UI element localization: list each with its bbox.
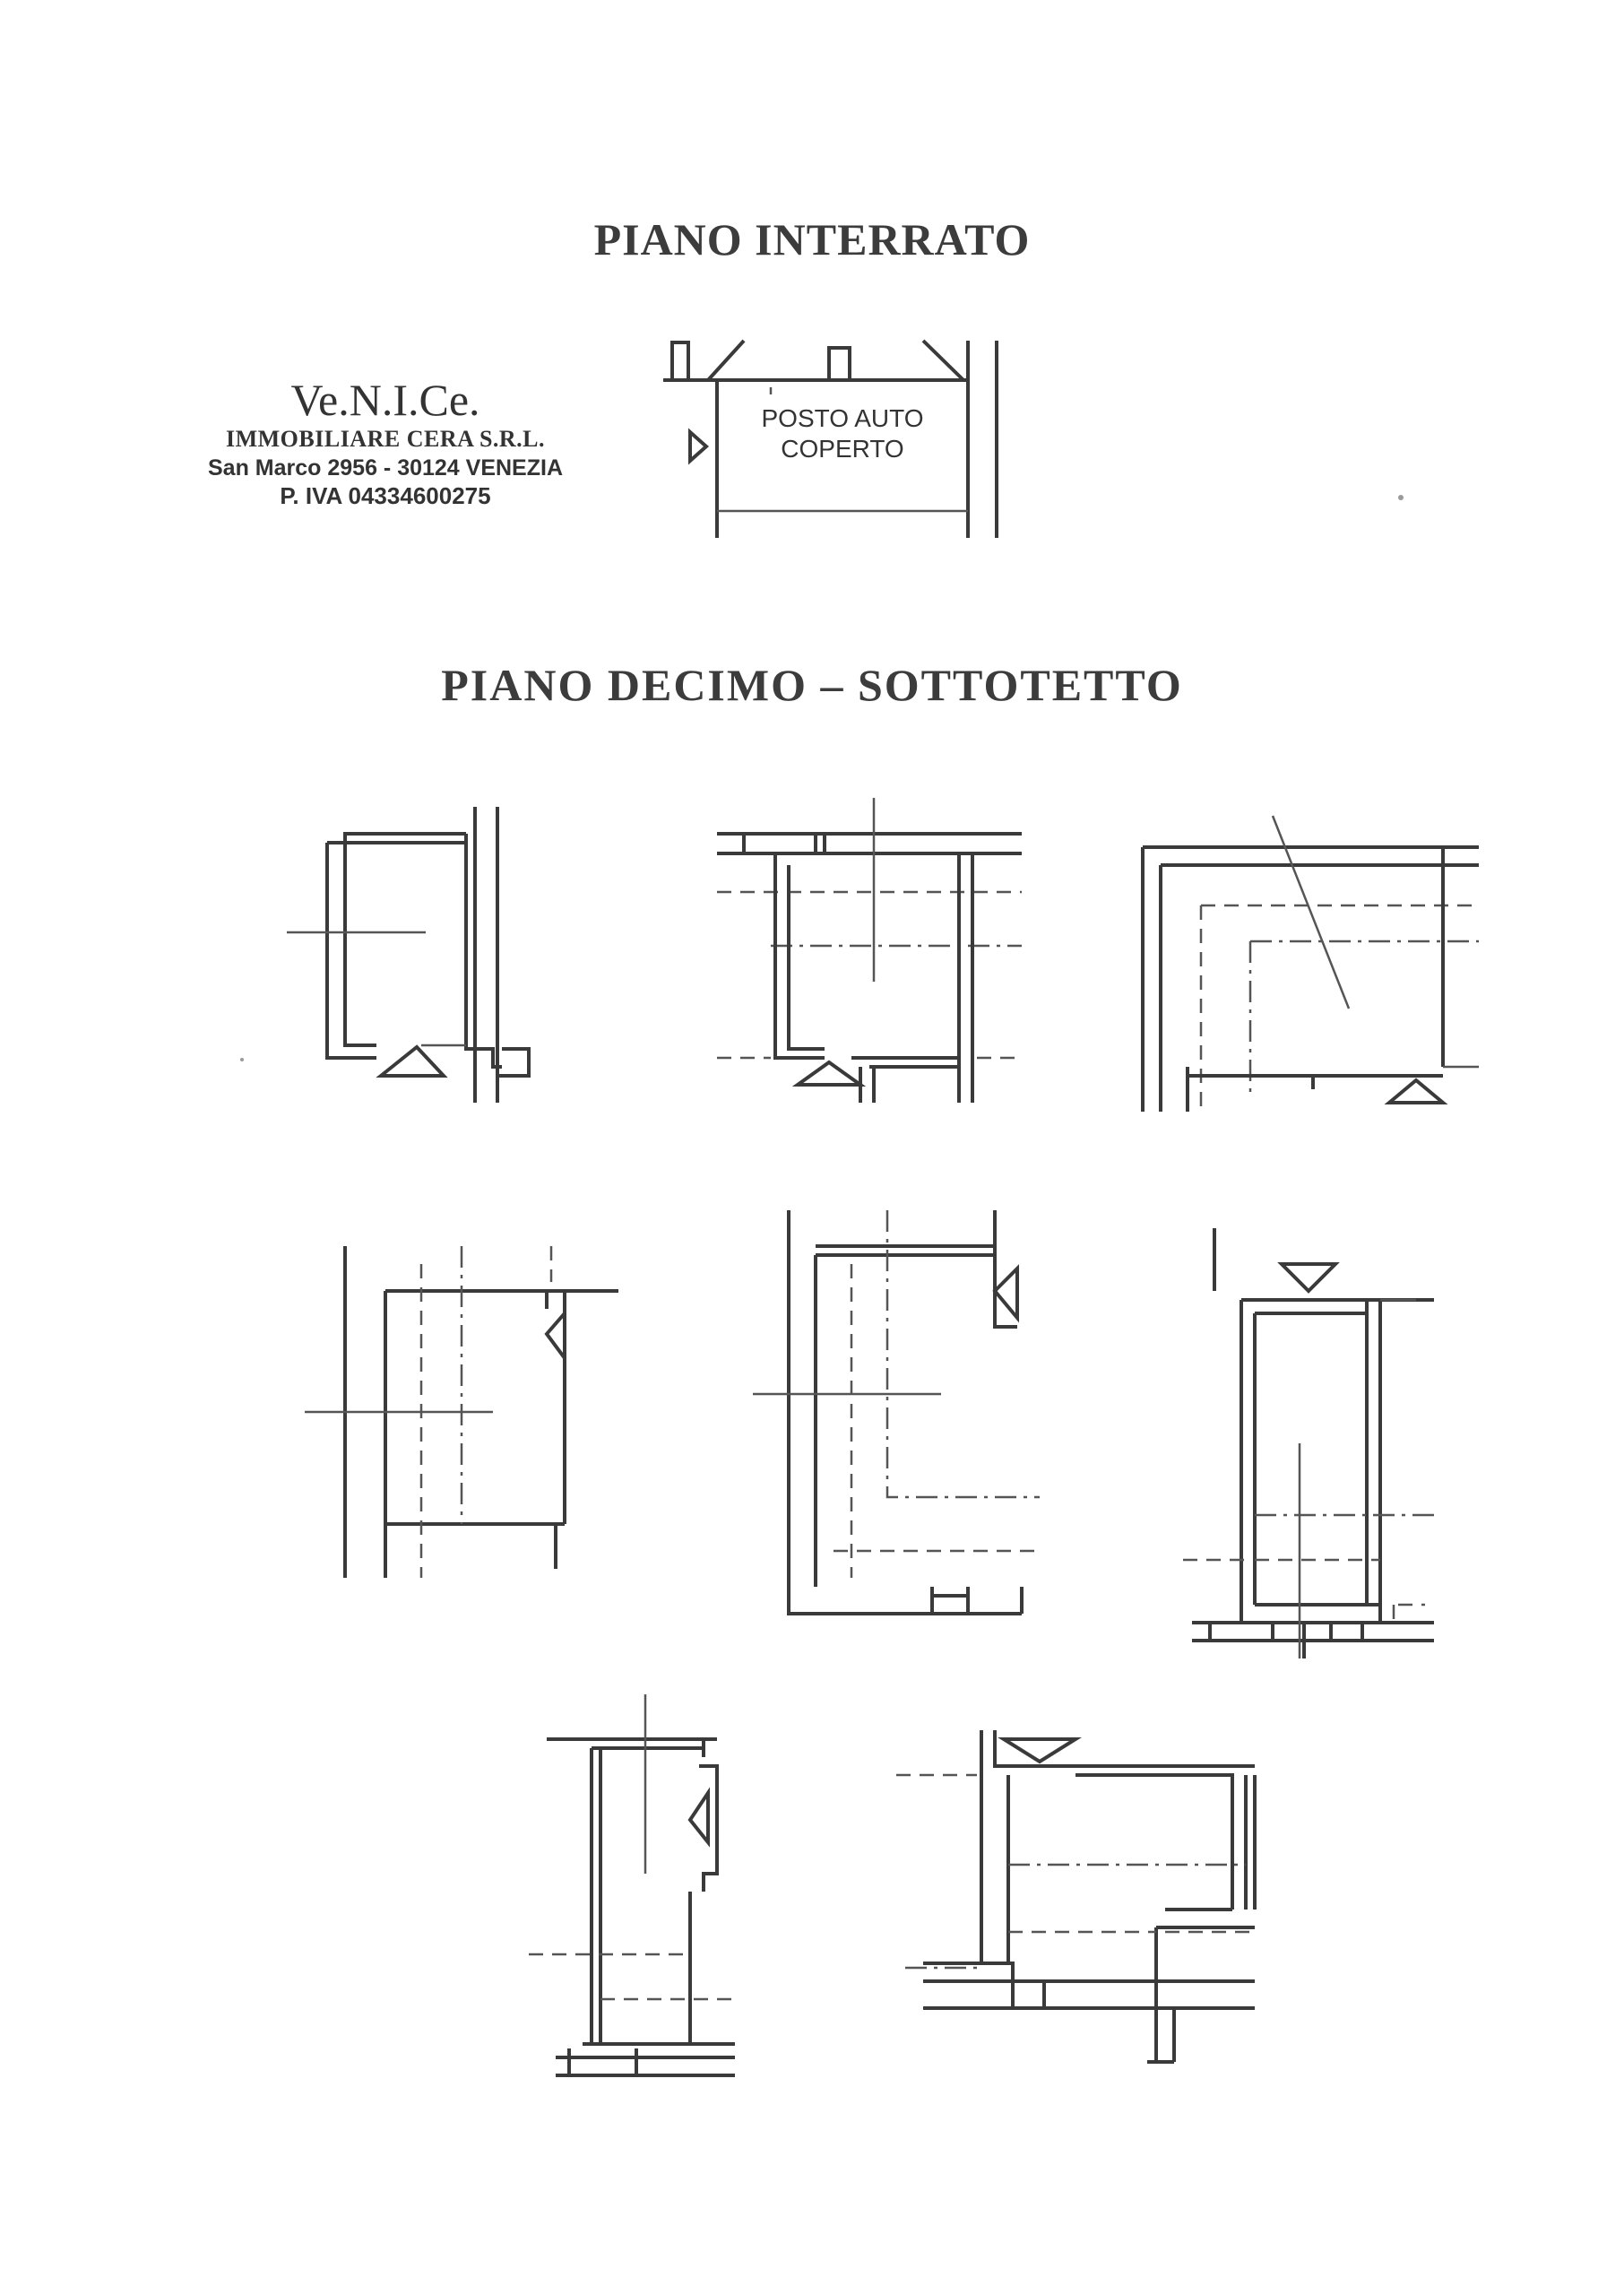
attic-unit-2 bbox=[717, 798, 1031, 1112]
scan-speck-2 bbox=[240, 1058, 244, 1061]
stamp-line-4: P. IVA 04334600275 bbox=[280, 482, 491, 509]
attic-unit-1 bbox=[278, 807, 547, 1112]
scan-speck-1 bbox=[1398, 495, 1404, 500]
attic-unit-3 bbox=[1138, 807, 1497, 1121]
attic-unit-8 bbox=[896, 1721, 1273, 2080]
parking-label-line-1: POSTO AUTO bbox=[761, 404, 924, 432]
parking-label-line-2: COPERTO bbox=[781, 435, 904, 463]
parking-label bbox=[717, 403, 968, 464]
attic-unit-5 bbox=[753, 1210, 1058, 1623]
attic-unit-6 bbox=[1174, 1228, 1461, 1658]
stamp-line-1: Ve.N.I.Ce. bbox=[290, 375, 480, 425]
stamp-line-2: IMMOBILIARE CERA S.R.L. bbox=[225, 426, 546, 452]
title-piano-interrato: PIANO INTERRATO bbox=[593, 214, 1031, 264]
title-piano-decimo: PIANO DECIMO – SOTTOTETTO bbox=[441, 660, 1183, 710]
attic-unit-7 bbox=[529, 1694, 771, 2098]
attic-unit-4 bbox=[296, 1246, 636, 1587]
stamp-line-3: San Marco 2956 - 30124 VENEZIA bbox=[207, 455, 564, 481]
company-stamp bbox=[179, 375, 592, 509]
